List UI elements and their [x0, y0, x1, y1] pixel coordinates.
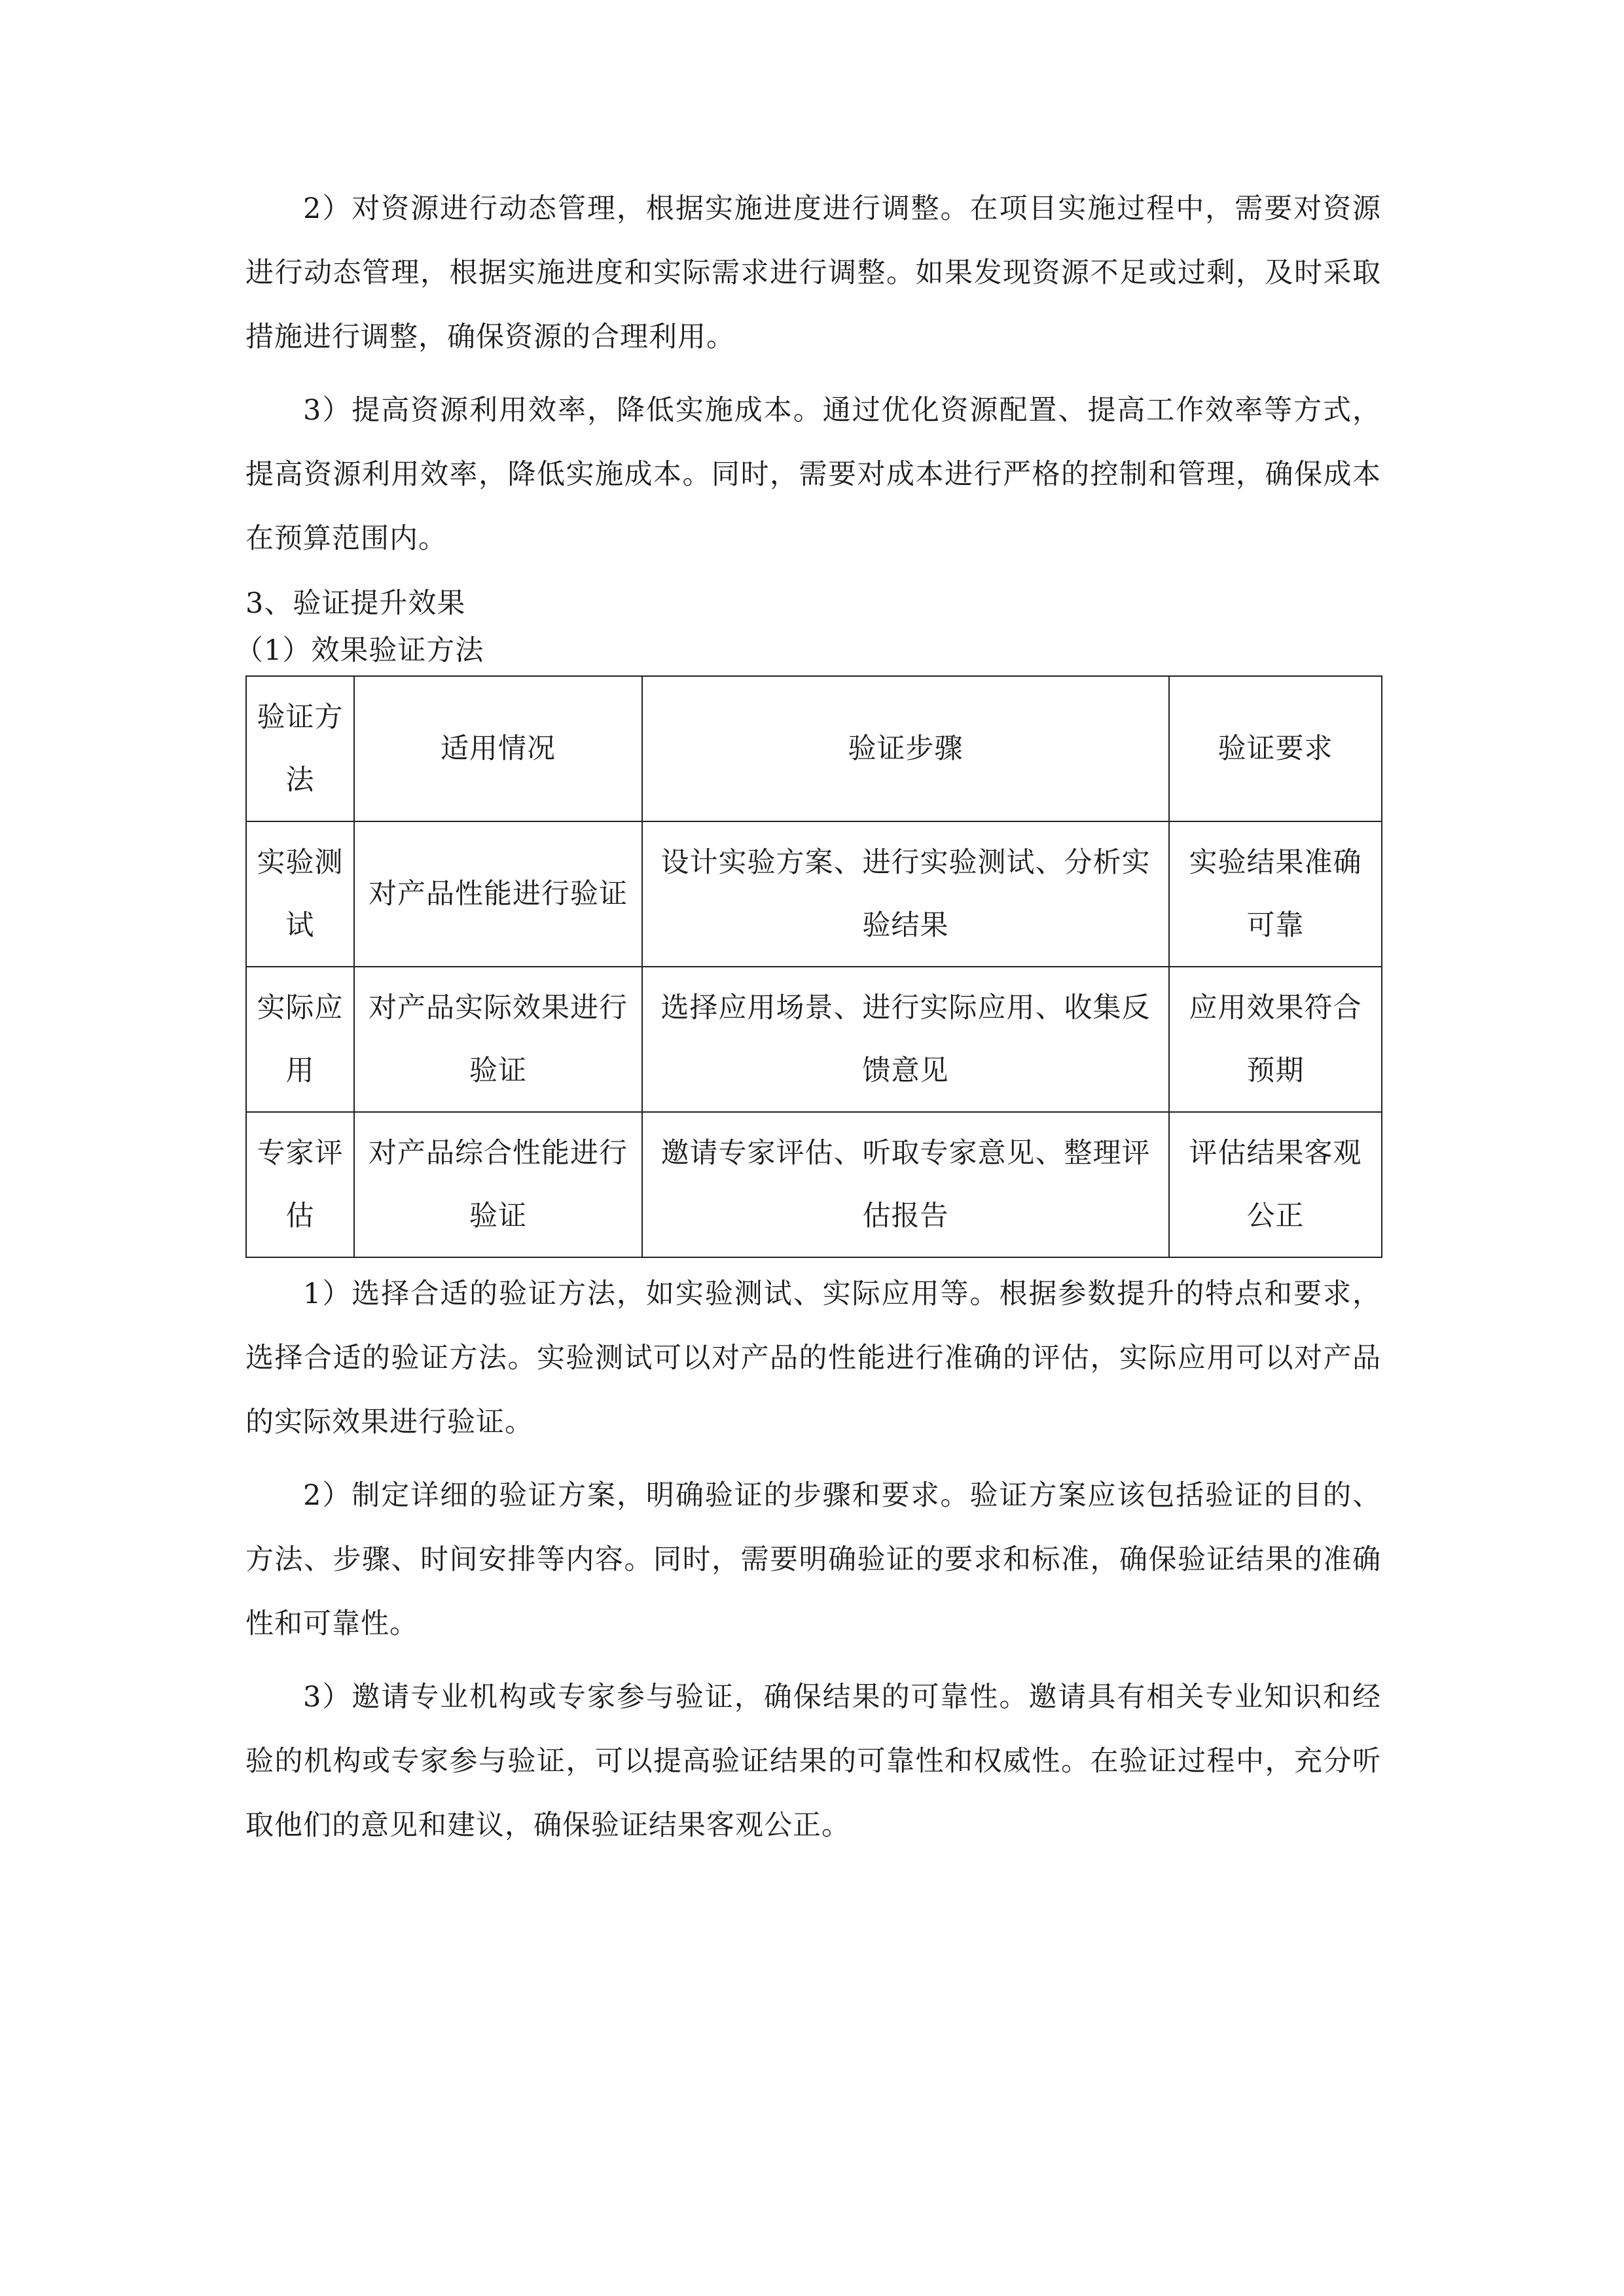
table-cell: 专家评估: [246, 1112, 354, 1257]
table-cell: 对产品实际效果进行验证: [354, 967, 642, 1112]
table-header-cell: 验证方法: [246, 676, 354, 821]
section-heading: 3、验证提升效果: [245, 587, 466, 620]
paragraph-choose-method: 1）选择合适的验证方法，如实验测试、实际应用等。根据参数提升的特点和要求，选择合适的验证方法。实验测试可以对产品的性能进行准确的评估，实际应用可以对产品的实际效果进行验证。: [245, 1278, 1381, 1439]
table-cell: 实验结果准确可靠: [1169, 821, 1382, 967]
document-page: [235, 177, 1381, 1867]
table-cell: 对产品性能进行验证: [354, 821, 642, 967]
subsection-heading: （1）效果验证方法: [235, 634, 484, 667]
table-cell: 实际应用: [246, 967, 354, 1112]
table-cell: 实验测试: [246, 821, 354, 967]
paragraph-resource-efficiency: 3）提高资源利用效率，降低实施成本。通过优化资源配置、提高工作效率等方式，提高资源利用效率，降低实施成本。同时，需要对成本进行严格的控制和管理，确保成本在预算范围内。: [245, 394, 1381, 555]
paragraph-invite-experts: 3）邀请专业机构或专家参与验证，确保结果的可靠性。邀请具有相关专业知识和经验的机构或专家参与验证，可以提高验证结果的可靠性和权威性。在验证过程中，充分听取他们的意见和建议，确保验证结果客观公正。: [245, 1681, 1381, 1842]
paragraph-verification-plan: 2）制定详细的验证方案，明确验证的步骤和要求。验证方案应该包括验证的目的、方法、步骤、时间安排等内容。同时，需要明确验证的要求和标准，确保验证结果的准确性和可靠性。: [245, 1479, 1381, 1640]
table-row: [246, 1112, 1382, 1257]
paragraph-resource-dynamic: 2）对资源进行动态管理，根据实施进度进行调整。在项目实施过程中，需要对资源进行动态管理，根据实施进度和实际需求进行调整。如果发现资源不足或过剩，及时采取措施进行调整，确保资源的合理利用。: [245, 192, 1381, 353]
table-cell: 应用效果符合预期: [1169, 967, 1382, 1112]
table-header-cell: 验证要求: [1169, 676, 1382, 821]
table-cell: 设计实验方案、进行实验测试、分析实验结果: [642, 821, 1169, 967]
table-cell: 对产品综合性能进行验证: [354, 1112, 642, 1257]
table-cell: 选择应用场景、进行实际应用、收集反馈意见: [642, 967, 1169, 1112]
table-header-row: [246, 676, 1382, 821]
verification-methods-table: [245, 675, 1382, 1258]
table-header-cell: 适用情况: [354, 676, 642, 821]
table-header-cell: 验证步骤: [642, 676, 1169, 821]
table-cell: 评估结果客观公正: [1169, 1112, 1382, 1257]
table-row: [246, 967, 1382, 1112]
table-cell: 邀请专家评估、听取专家意见、整理评估报告: [642, 1112, 1169, 1257]
table-row: [246, 821, 1382, 967]
